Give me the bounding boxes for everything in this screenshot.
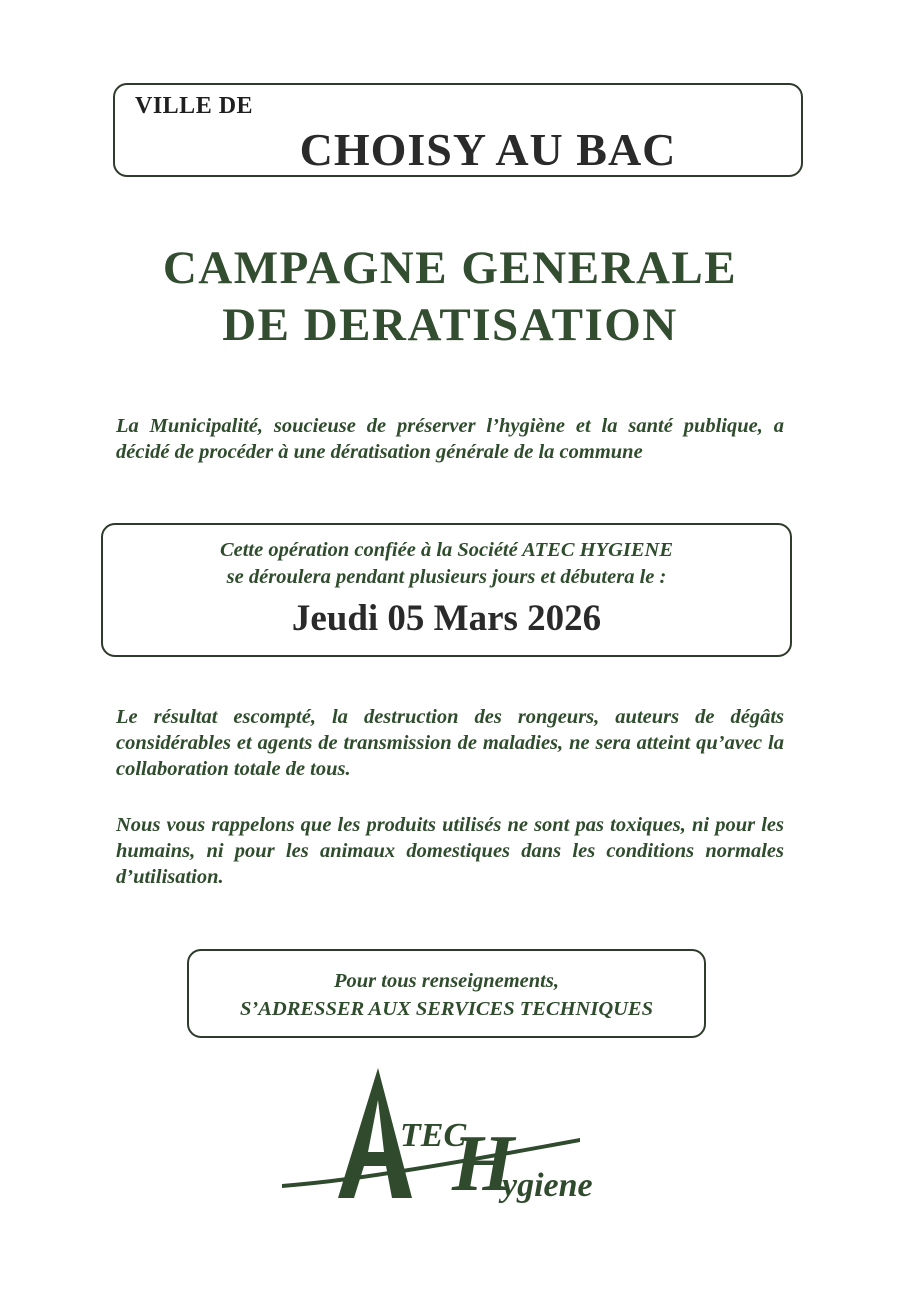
town-name: CHOISY AU BAC [299, 124, 677, 175]
operation-line-1: Cette opération confiée à la Société ATEC HYGIENE [219, 539, 674, 561]
contact-line-2: S’ADRESSER AUX SERVICES TECHNIQUES [239, 998, 654, 1020]
operation-text [103, 537, 790, 591]
operation-box [101, 523, 792, 657]
logo-tec: TEC [400, 1117, 467, 1154]
start-date: Jeudi 05 Mars 2026 [291, 598, 602, 639]
operation-line-2: se déroulera pendant plusieurs jours et débutera le : [226, 566, 667, 588]
logo-letter-h: H [452, 1120, 515, 1208]
town-header-box [113, 83, 803, 177]
campaign-title [60, 240, 840, 354]
atec-hygiene-logo [280, 1060, 600, 1220]
contact-text [189, 967, 704, 1023]
contact-line-1: Pour tous renseignements, [334, 970, 559, 992]
campaign-title-line-1: CAMPAGNE GENERALE [162, 242, 738, 294]
result-paragraph: Le résultat escompté, la destruction des rongeurs, auteurs de dégâts considérables et agents de transmission de maladies, ne sera atteint qu’avec la collaboration totale de tous. [116, 706, 784, 780]
town-prefix: VILLE DE [135, 93, 254, 119]
intro-paragraph: La Municipalité, soucieuse de préserver l’hygiène et la santé publique, a décidé de procéder à une dératisation générale de la commune [116, 415, 784, 463]
campaign-title-line-2: DE DERATISATION [222, 299, 678, 351]
contact-box [187, 949, 706, 1038]
reminder-paragraph: Nous vous rappelons que les produits utilisés ne sont pas toxiques, ni pour les humains, ni pour les animaux domestiques dans les conditions normales d’utilisation. [116, 814, 784, 888]
logo-ygiene: ygiene [502, 1167, 593, 1204]
